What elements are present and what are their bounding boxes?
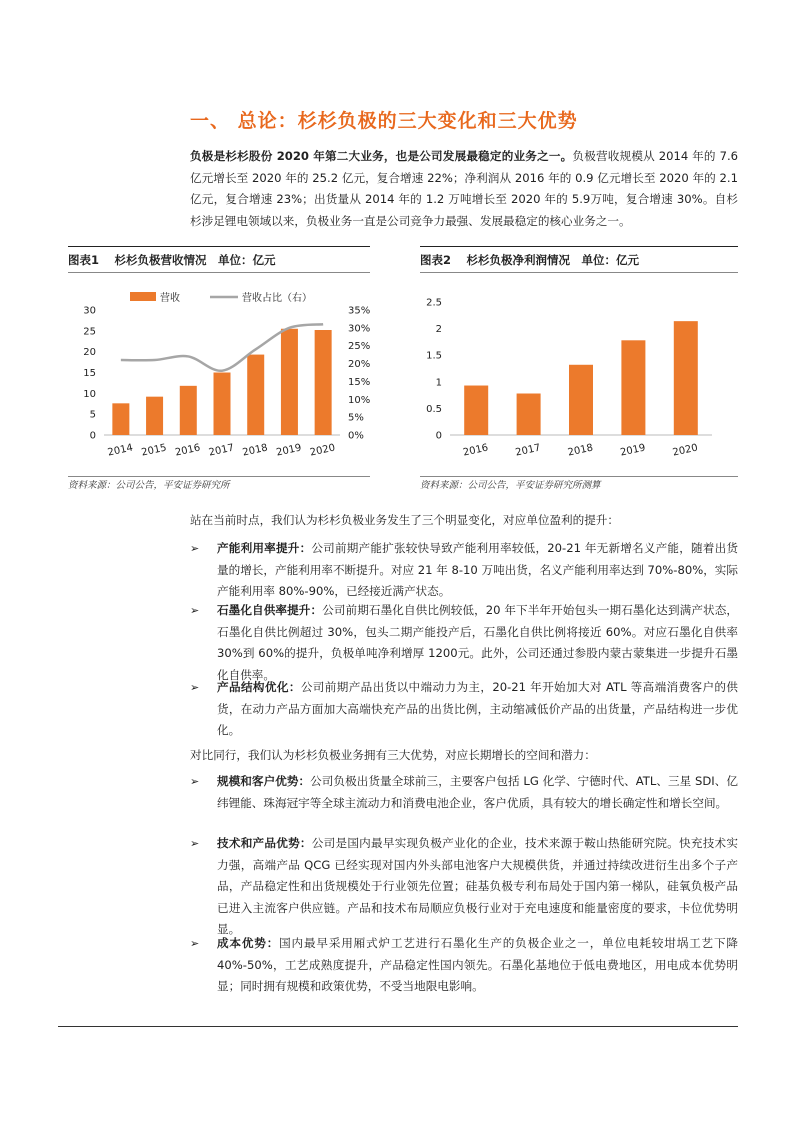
y-tick-label: 30 (83, 305, 96, 317)
bar (247, 355, 264, 435)
advantage-item-scale (190, 771, 738, 814)
chart2-source: 资料来源：公司公告，平安证券研究所测算 (420, 480, 601, 491)
y-tick-label: 1 (435, 377, 442, 389)
bar (517, 394, 541, 435)
y-tick-label: 15 (83, 368, 96, 379)
advantage-text: 国内最早采用厢式炉工艺进行石墨化生产的负极企业之一，单位电耗较坩埚工艺下降 40%-50%，工艺成熟度提升，产品稳定性国内领先。石墨化基地位于低电费地区，用电成本优势明显；同时拥有规模和政策优势，不受当地限电影响。 (217, 936, 738, 993)
change-item-graphitization (190, 600, 738, 686)
y-tick-label: 2 (435, 324, 442, 336)
x-tick-label: 2016 (462, 442, 490, 459)
chart1-title-rule (68, 272, 370, 273)
x-tick-label: 2017 (207, 442, 236, 459)
arrow-bullet-icon: ➢ (190, 775, 200, 788)
advantage-text: 公司是国内最早实现负极产业化的企业，技术来源于鞍山热能研究院。快充技术实力强，高端产品 QCG 已经实现对国内外头部电池客户大规模供货，并通过持续改进衍生出多个子产品，产品稳定性和出货规模处于行业领先位置；硅基负极专利布局处于国内第一梯队，硅氧负极产品已进入主流客户供应链。产品和技术布局顺应负极行业对于充电速度和能量密度的要求，卡位优势明显。 (217, 836, 738, 936)
y-tick-label: 0 (435, 430, 442, 442)
advantage-text: 公司负极出货量全球前三，主要客户包括 LG 化学、宁德时代、ATL、三星 SDI、亿纬锂能、珠海冠宇等全球主流动力和消费电池企业，客户优质，具有较大的增长确定性和增长空间。 (217, 774, 738, 810)
bar (464, 386, 488, 435)
change-label: 产品结构优化： (217, 680, 301, 694)
chart1-title: 图表1 杉杉负极营收情况 单位：亿元 (68, 253, 276, 267)
chart1-source: 资料来源：公司公告，平安证券研究所 (68, 480, 230, 491)
change-item-product-mix (190, 677, 738, 742)
y2-tick-label: 15% (348, 376, 370, 388)
change-text: 公司前期产品出货以中端动力为主，20-21 年开始加大对 ATL 等高端消费客户的供货，在动力产品方面加大高端快充产品的出货比例，主动缩减低价产品的出货量，产品结构进一步优化。 (217, 680, 738, 737)
y2-tick-label: 10% (348, 394, 370, 406)
advantage-label: 成本优势： (217, 936, 280, 950)
x-tick-label: 2018 (566, 442, 595, 459)
chart2-top-rule (420, 246, 738, 247)
intro-paragraph (190, 146, 738, 232)
y-tick-label: 0 (89, 430, 96, 442)
advantage-item-technology (190, 833, 738, 941)
arrow-bullet-icon: ➢ (190, 542, 200, 555)
chart2-title-rule (420, 272, 738, 273)
chart2-net-profit (420, 280, 738, 470)
x-tick-label: 2015 (140, 442, 168, 459)
change-text: 公司前期产能扩张较快导致产能利用率较低，20-21 年无新增名义产能，随着出货量的增长，产能利用率不断提升。对应 21 年 8-10 万吨出货，名义产能利用率达到 70%-80%，实际产能利用率 80%-90%，已经接近满产状态。 (217, 541, 738, 598)
section-heading: 一、 总论：杉杉负极的三大变化和三大优势 (190, 110, 578, 132)
legend-bar-swatch (130, 292, 156, 301)
y2-tick-label: 5% (348, 412, 364, 424)
bar (180, 386, 197, 435)
y-tick-label: 1.5 (426, 350, 442, 362)
chart2-title: 图表2 杉杉负极净利润情况 单位：亿元 (420, 253, 640, 267)
bar (569, 365, 593, 435)
arrow-bullet-icon: ➢ (190, 681, 200, 694)
chart1-revenue (68, 280, 370, 470)
arrow-bullet-icon: ➢ (190, 837, 200, 850)
bar (674, 321, 698, 435)
intro-text: 负极营收规模从 2014 年的 7.6 亿元增长至 2020 年的 25.2 亿元，复合增速 22%；净利润从 2016 年的 0.9 亿元增长至 2020 年的 2.1 亿元，复合增速 23%；出货量从 2014 年的 1.2 万吨增长至 2020 年的 5.9万吨，复合增速 30%。自杉杉涉足锂电领域以来，负极业务一直是公司竞争力最强、发展最稳定的核心业务之一。 (190, 149, 739, 228)
y-tick-label: 10 (83, 388, 96, 400)
y2-tick-label: 0% (348, 430, 364, 442)
arrow-bullet-icon: ➢ (190, 604, 200, 617)
legend-line-label: 营收占比（右） (242, 293, 312, 304)
bar (146, 397, 163, 435)
change-item-capacity (190, 538, 738, 603)
advantage-label: 技术和产品优势： (217, 836, 312, 850)
legend-bar-label: 营收 (160, 293, 180, 304)
y-tick-label: 0.5 (426, 403, 442, 415)
advantages-intro: 对比同行，我们认为杉杉负极业务拥有三大优势，对应长期增长的空间和潜力： (190, 748, 596, 762)
intro-bold: 负极是杉杉股份 2020 年第二大业务，也是公司发展最稳定的业务之一。 (190, 149, 573, 163)
change-label: 石墨化自供率提升： (217, 603, 323, 617)
changes-intro: 站在当前时点，我们认为杉杉负极业务发生了三个明显变化，对应单位盈利的提升： (190, 513, 619, 527)
bar (214, 373, 231, 436)
bar (281, 329, 298, 435)
x-tick-label: 2019 (275, 442, 303, 459)
y-tick-label: 20 (83, 347, 96, 359)
y2-tick-label: 35% (348, 305, 370, 317)
bar (315, 330, 332, 435)
y2-tick-label: 25% (348, 341, 370, 353)
y-tick-label: 5 (89, 409, 96, 421)
x-tick-label: 2017 (514, 442, 542, 459)
y2-tick-label: 20% (348, 359, 370, 371)
change-text: 公司前期石墨化自供比例较低，20 年下半年开始包头一期石墨化达到满产状态，石墨化自供比例超过 30%，包头二期产能投产后，石墨化自供比例将接近 60%。对应石墨化自供率 30%到 60%的提升，负极单吨净利增厚 1200元。此外，公司还通过参股内蒙古蒙集进一步提升石墨化自供率。 (217, 603, 738, 682)
x-tick-label: 2019 (619, 442, 647, 459)
y-tick-label: 25 (83, 326, 96, 338)
footer-rule (58, 1026, 738, 1027)
change-label: 产能利用率提升： (217, 541, 312, 555)
advantage-item-cost (190, 933, 738, 998)
y-tick-label: 2.5 (426, 297, 442, 309)
x-tick-label: 2020 (309, 442, 337, 459)
chart1-top-rule (68, 246, 370, 247)
x-tick-label: 2018 (241, 442, 269, 459)
advantage-label: 规模和客户优势： (217, 774, 311, 788)
y2-tick-label: 30% (348, 323, 370, 335)
x-tick-label: 2016 (174, 442, 202, 459)
bar (621, 340, 645, 435)
arrow-bullet-icon: ➢ (190, 937, 200, 950)
x-tick-label: 2014 (106, 442, 134, 459)
x-tick-label: 2020 (671, 442, 699, 459)
bar (112, 403, 129, 435)
